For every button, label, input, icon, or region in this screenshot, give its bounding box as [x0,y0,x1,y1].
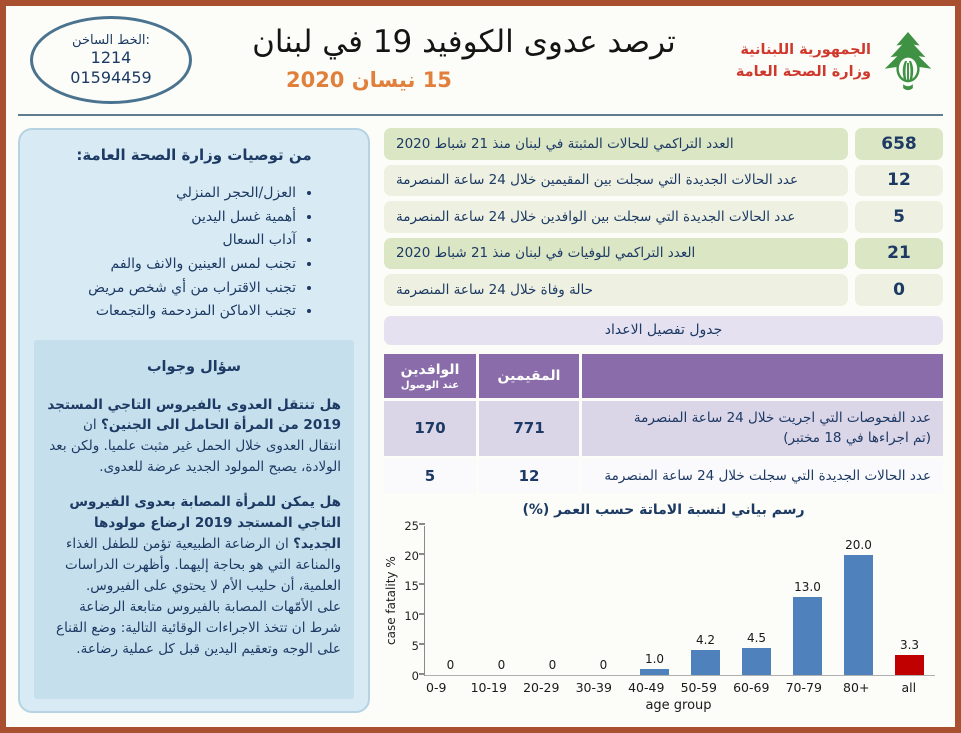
column-header-sublabel: عند الوصول [400,380,460,392]
y-tick-label: 25 [404,518,419,533]
stat-value: 5 [855,201,943,233]
y-tick-label: 5 [411,638,419,653]
column-header-label: الوافدين [400,362,460,379]
bar-value-label: 20.0 [845,537,872,552]
title-block [192,16,736,92]
list-item: • آداب السعال [34,229,296,252]
report-date: 15 نيسان 2020 [285,68,452,92]
chart-bars [424,526,935,676]
column-header-label: المقيمين [497,368,561,385]
cedar-tree-icon [877,30,939,94]
bar-group [629,526,680,675]
bar-group [833,526,884,675]
case-fatality-chart [384,502,943,713]
bar-value-label: 13.0 [794,579,821,594]
bar-value-label: 1.0 [644,651,665,666]
table-row-label: عدد الفحوصات التي اجريت خلال 24 ساعة المنصرمة [633,410,931,427]
main-content [18,116,943,713]
stat-row [384,201,943,233]
y-tick-mark [419,643,425,645]
recommendations-box [18,128,370,713]
y-axis-ticks [398,518,424,683]
y-tick-mark [419,523,425,525]
table-cell-label [582,401,943,456]
stat-row [384,274,943,306]
bar-value-label: 3.3 [899,638,920,653]
stat-row [384,238,943,270]
x-tick-label: 0-9 [426,679,447,695]
bar [793,597,822,675]
bar-group [680,526,731,675]
stat-row [384,165,943,197]
chart-body [384,518,943,683]
right-column [384,128,943,713]
chart-title: رسم بياني لنسبة الاماتة حسب العمر (%) [522,501,805,518]
table-cell-arrivals: 170 [384,401,476,456]
stat-label: العدد التراكمي للحالات المثبتة في لبنان منذ 21 شباط 2020 [384,128,848,160]
table-row-sublabel: (تم اجراءها في 18 مختبر) [783,430,931,447]
stat-label: عدد الحالات الجديدة التي سجلت بين المقيمين خلال 24 ساعة المنصرمة [384,165,848,197]
bar-group [425,526,476,675]
qa-answer-2-note: على الأمّهات المصابة بالفيروس متابعة الرضاعة شرط ان تتخذ الاجراءات الوقائية التالية: وضع القناع على الوجه وتعقيم اليدين قبل كل عملية رضاعة. [56,598,341,657]
bar-value-label: 4.2 [695,632,716,647]
list-item: • تجنب الاقتراب من أي شخص مريض [34,277,296,300]
y-tick-mark [419,553,425,555]
bar [691,650,720,675]
qa-title: سؤال وجواب [146,359,242,376]
logo-line-republic: الجمهورية اللبنانية [740,42,871,59]
list-item: • العزل/الحجر المنزلي [34,182,296,205]
y-tick-label: 0 [411,668,419,683]
x-tick-label: 40-49 [628,679,665,695]
bar [742,648,771,675]
page-title: ترصد عدوى الكوفيد 19 في لبنان [252,24,676,60]
hotline-number-long: 01594459 [70,67,152,87]
x-tick-label: 80+ [843,679,870,695]
table-header-arrivals [384,354,476,398]
bar [640,669,669,675]
x-tick-label: 10-19 [470,679,507,695]
qa-answer-1: ان انتقال العدوى خلال الحمل غير مثبت علميا. ولكن بعد الولادة، يصبح المولود الجديد عرضة للعدوى. [49,417,341,476]
qa-paragraph-1 [47,395,341,479]
details-banner: جدول تفصيل الاعداد [384,316,943,346]
y-tick-mark [419,613,425,615]
bar-value-label: 4.5 [746,630,767,645]
bar-group [884,526,935,675]
stat-row [384,128,943,160]
table-cell-arrivals: 5 [384,459,476,493]
y-tick-label: 15 [404,578,419,593]
list-item: • تجنب الاماكن المزدحمة والتجمعات [34,300,296,323]
table-row-label: عدد الحالات الجديدة التي سجلت خلال 24 ساعة المنصرمة [604,467,931,484]
list-item: • أهمية غسل اليدين [34,206,296,229]
stat-label: العدد التراكمي للوفيات في لبنان منذ 21 شباط 2020 [384,238,848,270]
table-cell-residents: 771 [479,401,579,456]
stat-value: 658 [855,128,943,160]
x-axis-labels [410,680,935,695]
qa-question-1: هل تنتقل العدوى بالفيروس التاجي المستجد 2019 من المرأة الحامل الى الجنين؟ [47,396,341,434]
stat-value: 21 [855,238,943,270]
ministry-logo [736,30,943,94]
y-tick-label: 20 [404,548,419,563]
bar-group [731,526,782,675]
x-tick-label: 20-29 [523,679,560,695]
bar-value-label: 0 [548,657,557,672]
logo-line-ministry: وزارة الصحة العامة [735,64,871,80]
x-tick-label: 30-39 [575,679,612,695]
bar-group [527,526,578,675]
qa-box [34,340,354,699]
y-tick-mark [419,673,425,675]
bar [844,555,873,675]
stat-value: 0 [855,274,943,306]
left-column [18,128,370,713]
stat-label: عدد الحالات الجديدة التي سجلت بين الوافدين خلال 24 ساعة المنصرمة [384,201,848,233]
x-tick-label: 50-59 [680,679,717,695]
table-header-empty [582,354,943,398]
y-axis-label: case fatality % [384,556,398,646]
recommendations-title: من توصيات وزارة الصحة العامة: [76,146,312,164]
x-tick-label: 60-69 [733,679,770,695]
stat-label: حالة وفاة خلال 24 ساعة المنصرمة [384,274,848,306]
table-cell-label [582,459,943,493]
qa-paragraph-2 [47,492,341,659]
header [18,12,943,116]
hotline-label: الخط الساخن: [72,32,150,48]
y-tick-mark [419,583,425,585]
table-cell-residents: 12 [479,459,579,493]
details-table [384,354,943,493]
logo-text [736,40,871,84]
x-axis-labels-row [384,680,943,695]
recommendations-list [34,182,354,324]
bar-group [578,526,629,675]
spacer [384,680,410,695]
bar-value-label: 0 [599,657,608,672]
y-tick-label: 10 [404,608,419,623]
qa-question-2: هل يمكن للمرأة المصابة بعدوى الفيروس التاجي المستجد 2019 ارضاع مولودها الجديد؟ [69,494,341,553]
x-tick-label: 70-79 [785,679,822,695]
bar-group [476,526,527,675]
list-item: • تجنب لمس العينين والانف والفم [34,253,296,276]
table-header-residents [479,354,579,398]
hotline-number-short: 1214 [90,47,132,67]
bar [895,655,924,675]
bar-value-label: 0 [446,657,455,672]
bar-value-label: 0 [497,657,506,672]
bar-group [782,526,833,675]
x-tick-label: all [901,679,917,695]
hotline-badge [30,16,192,104]
stat-value: 12 [855,165,943,197]
x-axis-title: age group [645,697,712,713]
qa-answer-2: ان الرضاعة الطبيعية تؤمن للطفل الغذاء والمناعة التي هو بحاجة إليهما. وأظهرت الدراسات العلمية، أن حليب الأم لا يحتوي على الفيروس. [65,536,341,594]
